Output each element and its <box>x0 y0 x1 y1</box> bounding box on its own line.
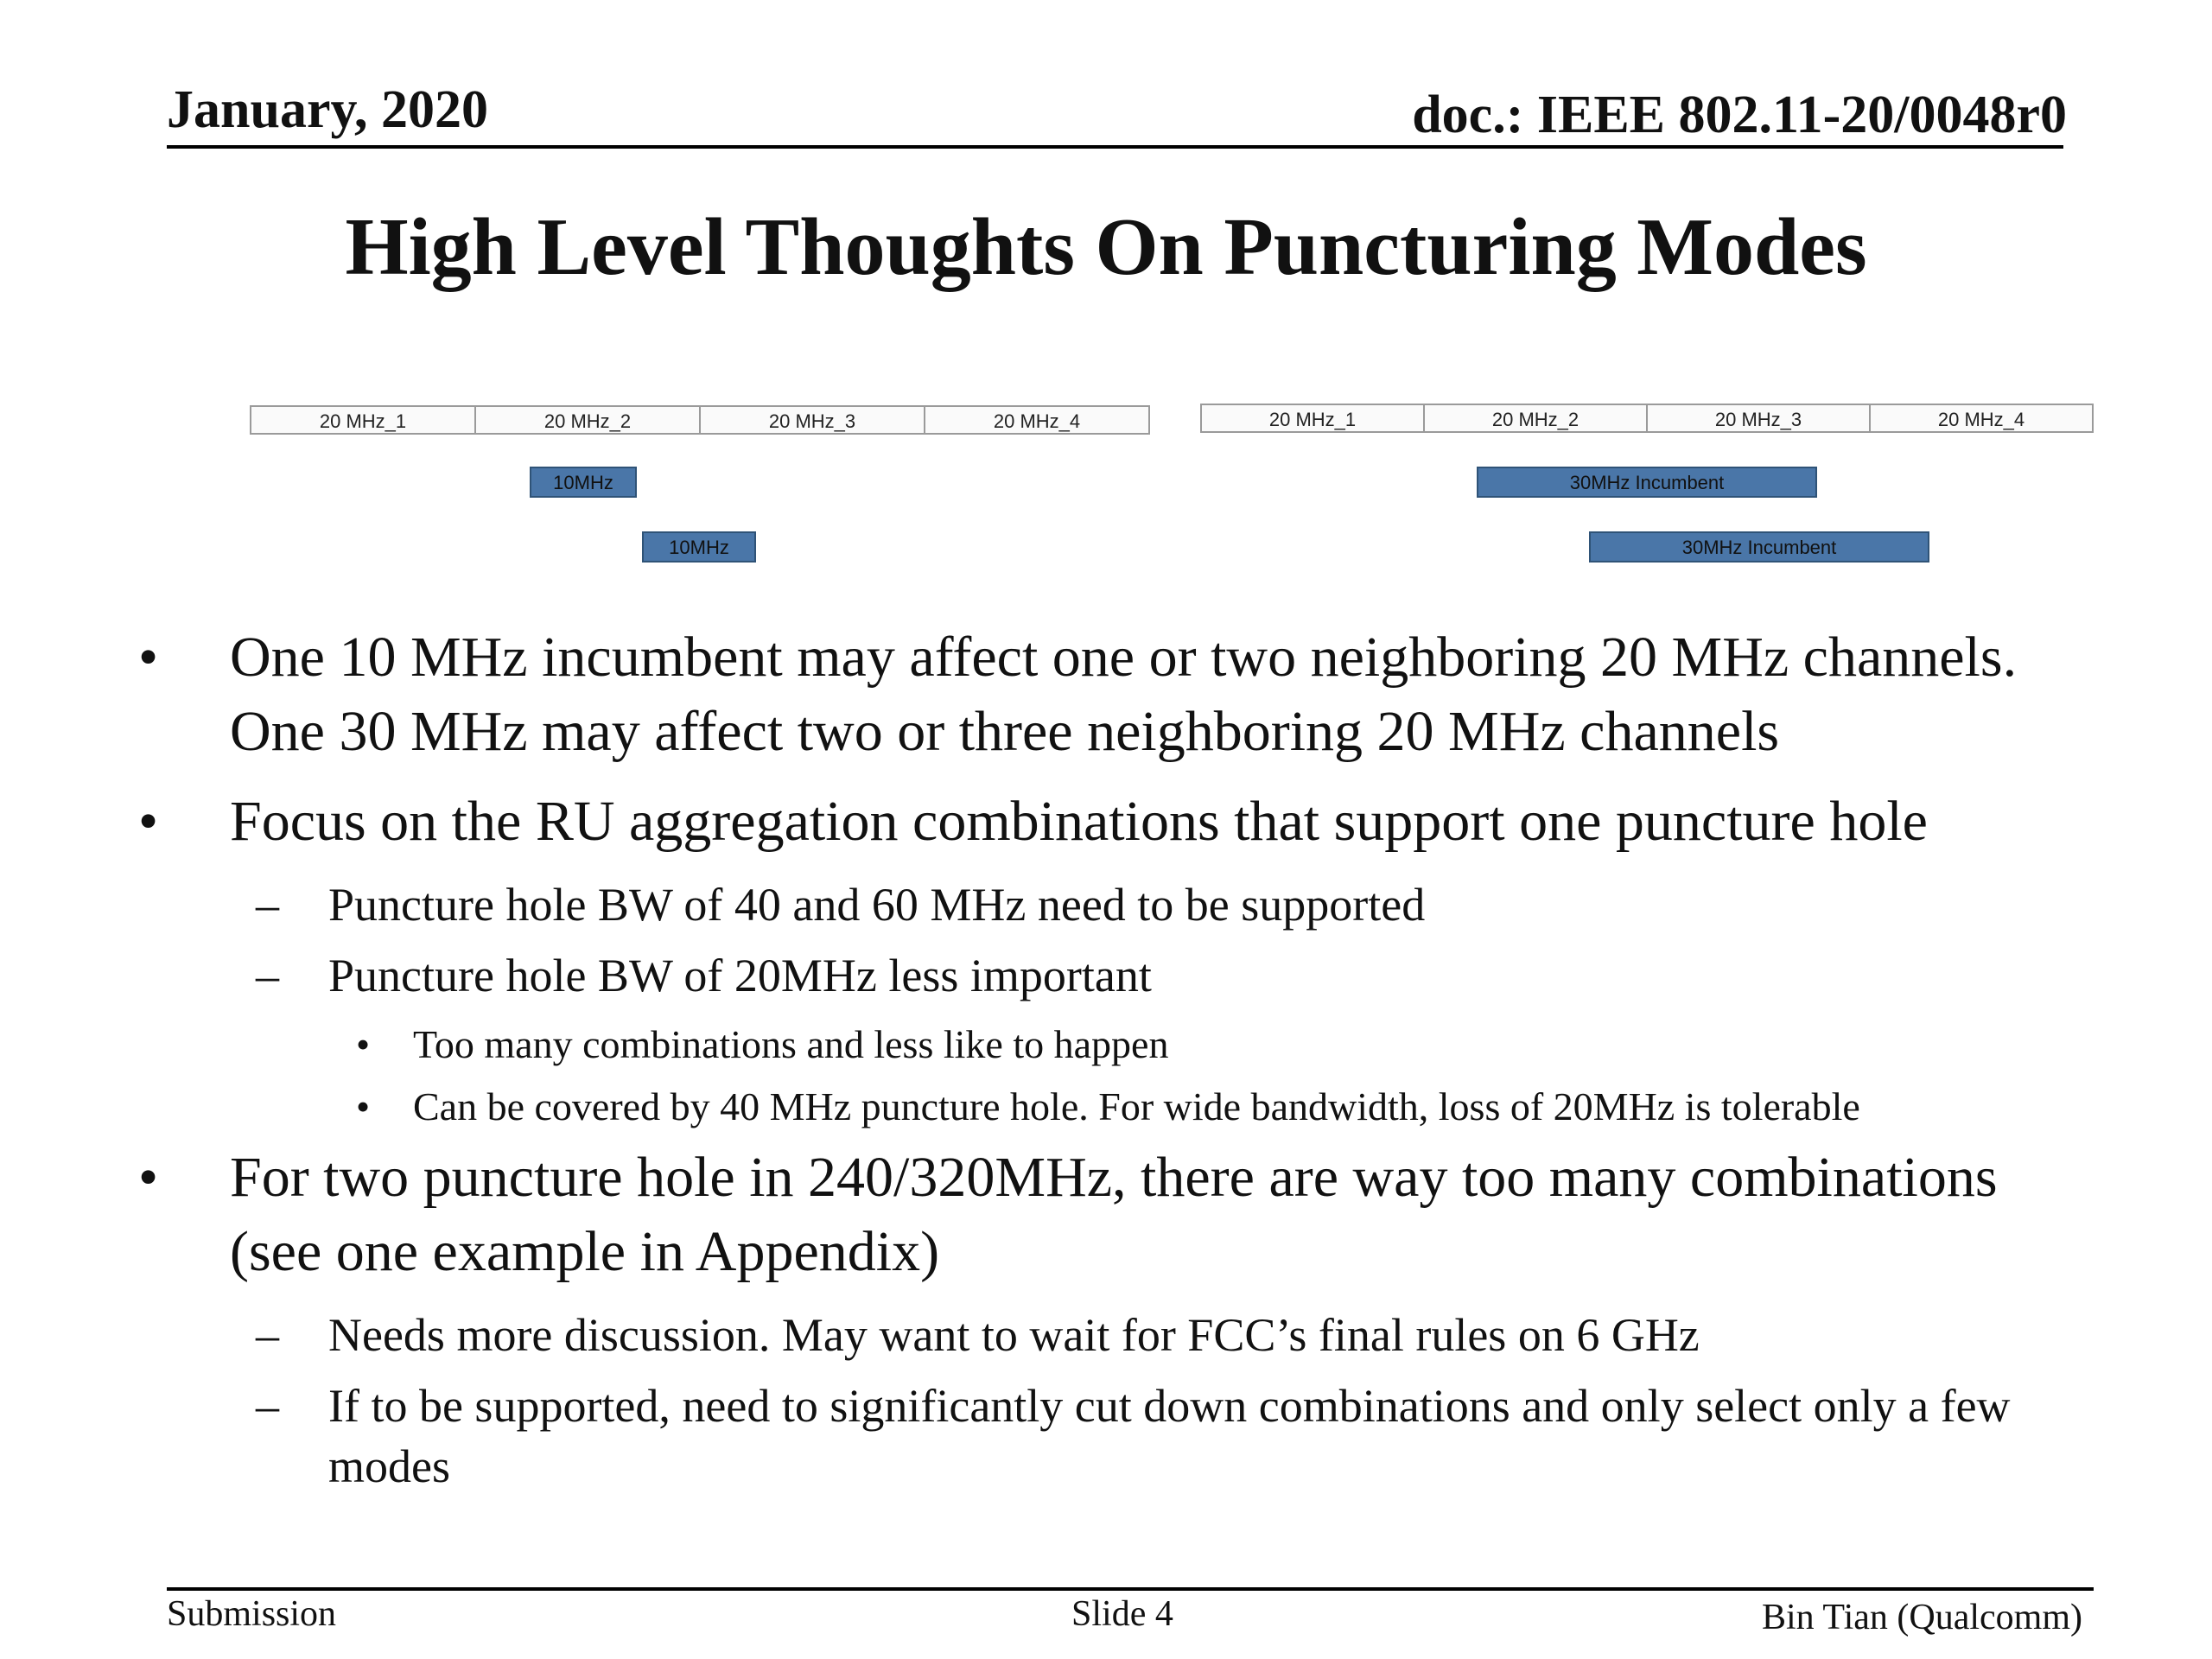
dash-marker: – <box>256 879 279 931</box>
footer-submission: Submission <box>167 1594 337 1634</box>
bullet-item <box>138 620 2074 769</box>
bullet-item <box>138 1141 2074 1289</box>
right-incumbent-label-2: 30MHz Incumbent <box>1681 537 1837 558</box>
left-channel-3-label: 20 MHz_3 <box>768 410 856 432</box>
bullet-text: Focus on the RU aggregation combinations that support one puncture hole <box>230 790 1928 853</box>
right-channel-2-label: 20 MHz_2 <box>1491 409 1580 430</box>
footer-rule <box>167 1587 2094 1591</box>
bullet-marker: • <box>138 626 159 689</box>
sub-bullet-text: If to be supported, need to significantly cut down combinations and only select only a few modes <box>328 1380 2011 1492</box>
right-incumbent-label-1: 30MHz Incumbent <box>1569 472 1725 493</box>
sub-sub-bullet-item <box>138 1016 2074 1073</box>
puncturing-diagram <box>0 0 2212 605</box>
bullet-item <box>138 785 2074 859</box>
left-incumbent-label-2: 10MHz <box>669 537 729 558</box>
footer-slide-number: Slide 4 <box>1071 1594 1173 1634</box>
dash-marker: – <box>256 1380 279 1432</box>
sub-bullet-item <box>138 1305 2074 1365</box>
right-channel-3-label: 20 MHz_3 <box>1714 409 1802 430</box>
left-incumbent-label-1: 10MHz <box>553 472 613 493</box>
footer-author: Bin Tian (Qualcomm) <box>1761 1598 2082 1637</box>
bullet-marker: • <box>356 1084 371 1128</box>
bullet-list <box>138 620 2074 1507</box>
left-channel-4-label: 20 MHz_4 <box>993 410 1081 432</box>
sub-sub-bullet-item <box>138 1078 2074 1135</box>
bullet-text: For two puncture hole in 240/320MHz, there are way too many combinations (see one example in Appendix) <box>230 1146 1998 1283</box>
right-channel-1-label: 20 MHz_1 <box>1268 409 1357 430</box>
sub-sub-bullet-text: Too many combinations and less like to happen <box>413 1022 1169 1066</box>
sub-bullet-item <box>138 874 2074 935</box>
header-date: January, 2020 <box>167 80 489 139</box>
bullet-text: One 10 MHz incumbent may affect one or two neighboring 20 MHz channels. One 30 MHz may affect two or three neighboring 20 MHz channels <box>230 626 2018 763</box>
sub-bullet-item <box>138 945 2074 1006</box>
header-doc-id: doc.: IEEE 802.11-20/0048r0 <box>1412 86 2067 144</box>
sub-bullet-text: Puncture hole BW of 20MHz less important <box>328 950 1152 1001</box>
right-channel-4-label: 20 MHz_4 <box>1937 409 2025 430</box>
left-channel-1-label: 20 MHz_1 <box>319 410 407 432</box>
slide-title: High Level Thoughts On Puncturing Modes <box>345 202 1867 292</box>
bullet-marker: • <box>356 1022 371 1066</box>
left-channel-2-label: 20 MHz_2 <box>543 410 632 432</box>
sub-bullet-text: Puncture hole BW of 40 and 60 MHz need to be supported <box>328 879 1426 931</box>
sub-sub-bullet-text: Can be covered by 40 MHz puncture hole. For wide bandwidth, loss of 20MHz is tolerable <box>413 1084 1860 1128</box>
dash-marker: – <box>256 1309 279 1361</box>
sub-bullet-text: Needs more discussion. May want to wait for FCC’s final rules on 6 GHz <box>328 1309 1700 1361</box>
bullet-marker: • <box>138 790 159 853</box>
bullet-marker: • <box>138 1146 159 1209</box>
dash-marker: – <box>256 950 279 1001</box>
sub-bullet-item <box>138 1376 2074 1497</box>
